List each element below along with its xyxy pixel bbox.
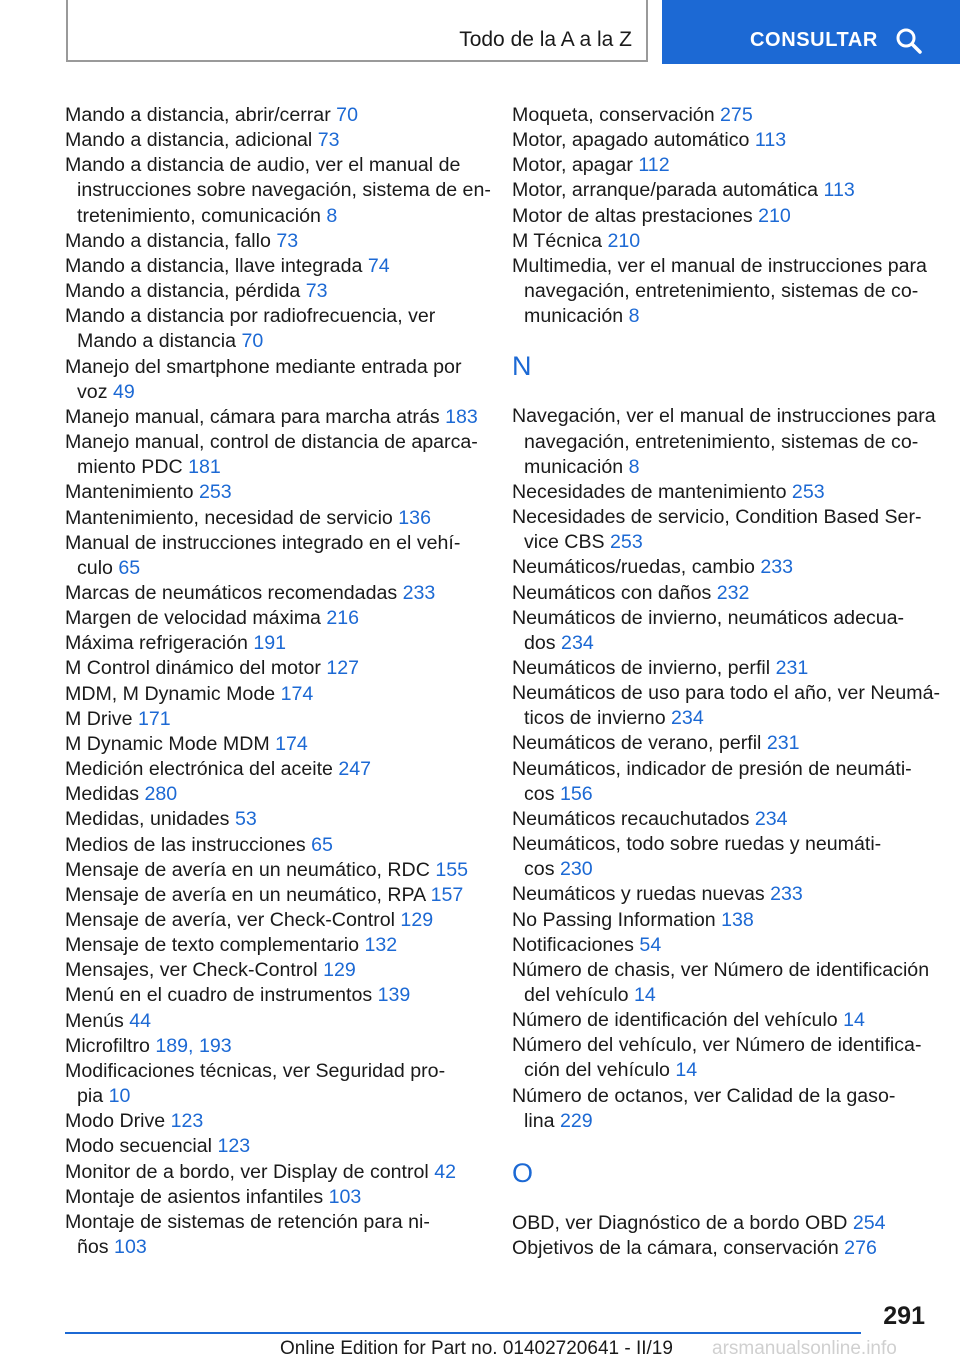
page-link[interactable]: 191 <box>253 632 287 655</box>
index-entry <box>65 581 485 606</box>
index-entry-text: Mando a distancia de audio, ver el manual de <box>65 154 461 177</box>
index-entry <box>512 404 936 479</box>
index-entry <box>65 128 485 153</box>
index-entry-text: navegación, entretenimiento, sistemas de co- <box>524 280 919 303</box>
index-entry-text: Margen de velocidad máxima <box>65 607 327 630</box>
index-entry-text: Neumáticos de invierno, neumáticos adecua- <box>512 606 905 629</box>
index-group-m <box>512 103 932 329</box>
index-entry <box>65 1160 485 1185</box>
page-link[interactable]: 73 <box>305 280 328 303</box>
index-entry-text: Mensaje de avería en un neumático, RDC <box>65 858 436 881</box>
index-entry <box>512 882 932 907</box>
index-entry-text: Medidas, unidades <box>65 808 235 831</box>
index-group-n <box>512 404 941 1134</box>
index-entry-text: MDM, M Dynamic Mode <box>65 682 281 705</box>
page-link[interactable]: 113 <box>754 129 787 152</box>
page-link[interactable]: 103 <box>328 1185 362 1208</box>
index-entry-text: Modo Drive <box>65 1110 171 1133</box>
index-entry <box>512 178 932 203</box>
index-tab[interactable] <box>66 0 648 62</box>
section-letter-o: O <box>512 1157 534 1188</box>
page-link[interactable]: 138 <box>721 908 754 931</box>
index-entry-text: Motor, apagar <box>512 154 639 177</box>
index-column-left <box>65 103 491 1260</box>
page-link[interactable]: 132 <box>364 934 398 957</box>
index-entry-text: Mantenimiento <box>65 481 199 504</box>
page-link[interactable]: 73 <box>276 229 299 252</box>
index-entry-text: No Passing Information <box>512 908 722 931</box>
page-header <box>0 0 960 66</box>
index-entry-text: del vehículo <box>524 984 635 1006</box>
index-entry-text: Microfiltro <box>65 1034 156 1057</box>
index-entry <box>512 254 932 329</box>
index-entry <box>65 908 485 933</box>
page-link[interactable]: 14 <box>843 1009 865 1032</box>
page-link[interactable]: 73 <box>317 129 340 152</box>
page-link[interactable]: 233 <box>402 581 436 604</box>
page-link[interactable]: 189, 193 <box>155 1034 232 1057</box>
page-link[interactable]: 234 <box>754 807 788 830</box>
index-entry-text: voz <box>77 380 113 403</box>
index-entry <box>65 1185 485 1210</box>
index-entry-text: Monitor de a bordo, ver Display de control <box>65 1160 435 1183</box>
index-entry-text: Notificaciones <box>512 933 640 956</box>
index-entry-text: Marcas de neumáticos recomendadas <box>65 581 403 604</box>
index-entry-text: Multimedia, ver el manual de instrucciones para <box>512 254 927 277</box>
index-tab-label: Todo de la A a la Z <box>459 28 632 51</box>
index-entry <box>512 153 932 178</box>
index-entry-text: ticos de invierno <box>524 707 672 730</box>
page-link[interactable]: 113 <box>823 179 855 202</box>
index-entry-text: municación <box>524 305 629 328</box>
index-entry <box>512 128 932 153</box>
watermark-text: arsmanualsonline.info <box>712 1338 897 1359</box>
page-link[interactable]: 254 <box>852 1211 886 1234</box>
page-link[interactable]: 155 <box>435 858 469 881</box>
index-entry-text: M Control dinámico del motor <box>65 657 327 680</box>
index-entry <box>512 555 932 580</box>
index-entry <box>65 983 485 1008</box>
page-link[interactable]: 129 <box>400 909 434 931</box>
page-link[interactable]: 74 <box>367 254 390 277</box>
page-link[interactable]: 276 <box>844 1237 877 1260</box>
page-link[interactable]: 136 <box>398 506 431 529</box>
index-entry-text: Neumáticos de verano, perfil <box>512 732 767 755</box>
page-link[interactable]: 231 <box>775 656 809 679</box>
page-link[interactable]: 230 <box>559 858 593 881</box>
index-entry <box>65 807 485 832</box>
index-entry <box>512 757 932 807</box>
index-entry <box>65 631 485 656</box>
index-entry-text: Manejo manual, control de distancia de aparca- <box>65 431 478 454</box>
page-link[interactable]: 280 <box>144 783 178 806</box>
index-entry <box>512 1211 932 1236</box>
index-entry <box>65 958 485 983</box>
index-entry-text: Medición electrónica del aceite <box>65 758 339 781</box>
index-entry <box>512 505 932 555</box>
index-entry-text: instrucciones sobre navegación, sistema de en- <box>77 179 491 202</box>
index-entry <box>65 405 485 430</box>
page-link[interactable]: 216 <box>326 607 360 630</box>
page-link[interactable]: 123 <box>170 1110 204 1133</box>
index-entry <box>512 1084 932 1134</box>
index-entry <box>512 229 932 254</box>
page-link[interactable]: 42 <box>434 1160 456 1183</box>
page-link[interactable]: 253 <box>791 480 825 503</box>
index-entry <box>65 355 485 405</box>
index-entry <box>65 531 485 581</box>
consult-button[interactable] <box>662 0 960 64</box>
index-entry <box>65 732 485 757</box>
index-entry <box>65 883 485 908</box>
index-entry-text: vice CBS <box>524 531 611 554</box>
index-entry-text: Modificaciones técnicas, ver Seguridad pro- <box>65 1059 446 1082</box>
index-column-right <box>512 103 941 1261</box>
index-entry-text: Número del vehículo, ver Número de identifica- <box>512 1034 922 1057</box>
index-entry-text: culo <box>77 556 119 579</box>
page-link[interactable]: 174 <box>275 732 308 755</box>
index-entry-text: M Drive <box>65 707 138 730</box>
index-entry-text: Mensaje de texto complementario <box>65 934 365 957</box>
index-entry-text: Mando a distancia <box>77 330 242 353</box>
page-link[interactable]: 8 <box>628 305 640 328</box>
index-entry-text: Máxima refrigeración <box>65 632 254 655</box>
page-link[interactable]: 123 <box>217 1135 251 1158</box>
page-link[interactable]: 103 <box>114 1236 147 1259</box>
page-link[interactable]: 253 <box>198 481 232 504</box>
index-entry <box>512 204 932 229</box>
index-entry-text: municación <box>524 455 629 478</box>
page-link[interactable]: 65 <box>118 556 141 579</box>
page-link[interactable]: 181 <box>188 456 221 479</box>
page-link[interactable]: 210 <box>758 204 791 227</box>
index-entry <box>65 656 485 681</box>
page-link[interactable]: 8 <box>326 204 338 227</box>
index-entry-text: cos <box>524 782 560 805</box>
page-link[interactable]: 8 <box>628 455 640 478</box>
index-entry-text: M Técnica <box>512 229 608 252</box>
index-entry-text: Manejo manual, cámara para marcha atrás <box>65 405 446 428</box>
index-entry-text: Mando a distancia por radiofrecuencia, ver <box>65 305 436 328</box>
index-entry-text: Neumáticos de invierno, perfil <box>512 656 776 679</box>
page-link[interactable]: 174 <box>280 682 314 705</box>
index-entry-text: Objetivos de la cámara, conservación <box>512 1237 845 1260</box>
index-entry <box>65 833 485 858</box>
index-entry-text: M Dynamic Mode MDM <box>65 732 276 755</box>
index-entry <box>512 656 932 681</box>
index-entry-text: OBD, ver Diagnóstico de a bordo OBD <box>512 1211 853 1234</box>
index-entry <box>65 757 485 782</box>
index-entry-text: miento PDC <box>77 456 189 479</box>
index-entry-text: lina <box>524 1109 560 1132</box>
index-entry-text: Menú en el cuadro de instrumentos <box>65 984 378 1007</box>
index-entry-text: Neumáticos de uso para todo el año, ver Neumá- <box>512 682 941 705</box>
index-entry <box>65 430 485 480</box>
page-link[interactable]: 210 <box>607 229 641 252</box>
index-entry-text: Neumáticos, todo sobre ruedas y neumáti- <box>512 833 882 856</box>
index-entry <box>512 606 932 656</box>
index-entry-text: Motor, apagado automático <box>512 129 755 152</box>
page-link[interactable]: 234 <box>561 631 594 654</box>
index-entry-text: Mantenimiento, necesidad de servicio <box>65 506 399 529</box>
page-link[interactable]: 247 <box>338 758 372 781</box>
index-entry-text: Número de octanos, ver Calidad de la gaso- <box>512 1084 896 1107</box>
page-link[interactable]: 70 <box>241 330 264 353</box>
page-link[interactable]: 44 <box>129 1009 152 1032</box>
index-entry <box>65 858 485 883</box>
page-link[interactable]: 129 <box>323 959 356 982</box>
section-letter-n: N <box>512 351 532 382</box>
index-entry <box>65 254 485 279</box>
index-entry <box>65 933 485 958</box>
index-entry <box>65 279 485 304</box>
index-group-o <box>512 1211 932 1261</box>
index-entry <box>512 1008 932 1033</box>
page-link[interactable]: 234 <box>671 707 704 730</box>
page-link[interactable]: 233 <box>760 556 794 579</box>
page-link[interactable]: 139 <box>377 984 411 1007</box>
index-entry-text: Moqueta, conservación <box>512 104 721 126</box>
index-entry <box>512 1236 932 1261</box>
page-link[interactable]: 49 <box>112 380 135 403</box>
page-link[interactable]: 65 <box>311 833 333 856</box>
index-entry <box>65 606 485 631</box>
edition-text: Online Edition for Part no. 01402720641 - II/19 <box>280 1338 673 1359</box>
index-entry-text: ción del vehículo <box>524 1059 676 1082</box>
index-entry-text: Mando a distancia, pérdida <box>65 280 306 303</box>
index-entry-text: dos <box>524 631 562 654</box>
index-entry <box>512 958 932 1008</box>
index-entry-text: navegación, entretenimiento, sistemas de co- <box>524 430 919 453</box>
index-entry-text: tretenimiento, comunicación <box>77 204 327 227</box>
index-entry-text: Montaje de asientos infantiles <box>65 1185 329 1208</box>
index-entry <box>65 480 485 505</box>
index-entry-text: Navegación, ver el manual de instrucciones para <box>512 405 936 428</box>
index-entry <box>65 304 485 354</box>
page-link[interactable]: 112 <box>638 154 670 177</box>
index-entry <box>65 1009 485 1034</box>
page-link[interactable]: 10 <box>108 1085 131 1108</box>
footer-divider <box>65 1332 861 1334</box>
index-entry <box>512 933 932 958</box>
index-entry <box>65 1059 485 1109</box>
search-icon <box>895 27 923 55</box>
index-entry <box>65 1210 485 1260</box>
index-entry <box>65 103 485 128</box>
index-entry-text: Número de chasis, ver Número de identificación <box>512 958 930 981</box>
index-entry-text: Neumáticos con daños <box>512 581 717 604</box>
page-link[interactable]: 157 <box>430 883 464 906</box>
index-entry-text: ños <box>77 1236 115 1259</box>
index-entry <box>65 682 485 707</box>
index-entry <box>65 153 491 228</box>
index-entry-text: Mando a distancia, adicional <box>65 129 318 152</box>
page-link[interactable]: 232 <box>716 581 750 604</box>
index-entry-text: Mensajes, ver Check-Control <box>65 959 324 982</box>
index-entry-text: Neumáticos, indicador de presión de neumáti- <box>512 757 912 780</box>
page-link[interactable]: 253 <box>610 531 643 554</box>
index-entry <box>512 103 932 128</box>
page-link[interactable]: 54 <box>639 933 662 956</box>
index-entry-text: cos <box>524 858 560 881</box>
index-entry-text: Medios de las instrucciones <box>65 833 312 856</box>
index-entry <box>512 480 932 505</box>
index-entry-text: Necesidades de servicio, Condition Based Ser- <box>512 506 922 529</box>
index-entry-text: Neumáticos/ruedas, cambio <box>512 556 761 579</box>
index-entry-text: Necesidades de mantenimiento <box>512 480 792 503</box>
index-entry <box>512 731 932 756</box>
index-entry-text: Montaje de sistemas de retención para ni- <box>65 1210 430 1233</box>
index-entry-text: Neumáticos recauchutados <box>512 807 755 830</box>
index-entry <box>512 832 932 882</box>
page-link[interactable]: 70 <box>336 104 358 126</box>
page-link[interactable]: 156 <box>559 782 593 805</box>
index-entry-text: Manejo del smartphone mediante entrada por <box>65 355 462 378</box>
index-entry-text: Mando a distancia, abrir/cerrar <box>65 104 337 126</box>
index-entry-text: Mensaje de avería, ver Check-Control <box>65 909 401 931</box>
index-entry-text: pia <box>77 1085 109 1108</box>
page-link[interactable]: 183 <box>445 405 478 428</box>
page-link[interactable]: 231 <box>766 732 800 755</box>
index-entry <box>65 782 485 807</box>
index-entry <box>65 1109 485 1134</box>
index-entry <box>512 581 932 606</box>
index-entry <box>65 229 485 254</box>
page-number: 291 <box>883 1302 925 1330</box>
index-entry <box>512 908 932 933</box>
index-entry-text: Neumáticos y ruedas nuevas <box>512 883 771 906</box>
page-link[interactable]: 171 <box>137 707 171 730</box>
index-entry-text: Mando a distancia, llave integrada <box>65 254 368 277</box>
page-link[interactable]: 233 <box>770 883 803 906</box>
index-entry <box>65 707 485 732</box>
index-entry <box>65 506 485 531</box>
index-entry-text: Menús <box>65 1009 130 1032</box>
page-link[interactable]: 229 <box>559 1109 593 1132</box>
page-link[interactable]: 14 <box>634 984 656 1006</box>
page-link[interactable]: 275 <box>720 104 753 126</box>
page-link[interactable]: 53 <box>234 808 257 831</box>
index-entry-text: Motor de altas prestaciones <box>512 204 759 227</box>
index-entry-text: Número de identificación del vehículo <box>512 1009 844 1032</box>
index-entry <box>65 1134 485 1159</box>
index-entry <box>512 681 941 731</box>
index-entry-text: Mensaje de avería en un neumático, RPA <box>65 883 431 906</box>
index-entry-text: Mando a distancia, fallo <box>65 229 277 252</box>
index-entry <box>65 1034 485 1059</box>
page-link[interactable]: 127 <box>326 657 360 680</box>
consult-button-label: CONSULTAR <box>750 29 878 51</box>
index-entry <box>512 1033 932 1083</box>
page-link[interactable]: 14 <box>675 1059 698 1082</box>
index-entry-text: Modo secuencial <box>65 1135 218 1158</box>
index-entry <box>512 807 932 832</box>
index-entry-text: Manual de instrucciones integrado en el vehí- <box>65 531 461 554</box>
index-entry-text: Medidas <box>65 783 145 806</box>
index-entry-text: Motor, arranque/parada automática <box>512 179 824 202</box>
